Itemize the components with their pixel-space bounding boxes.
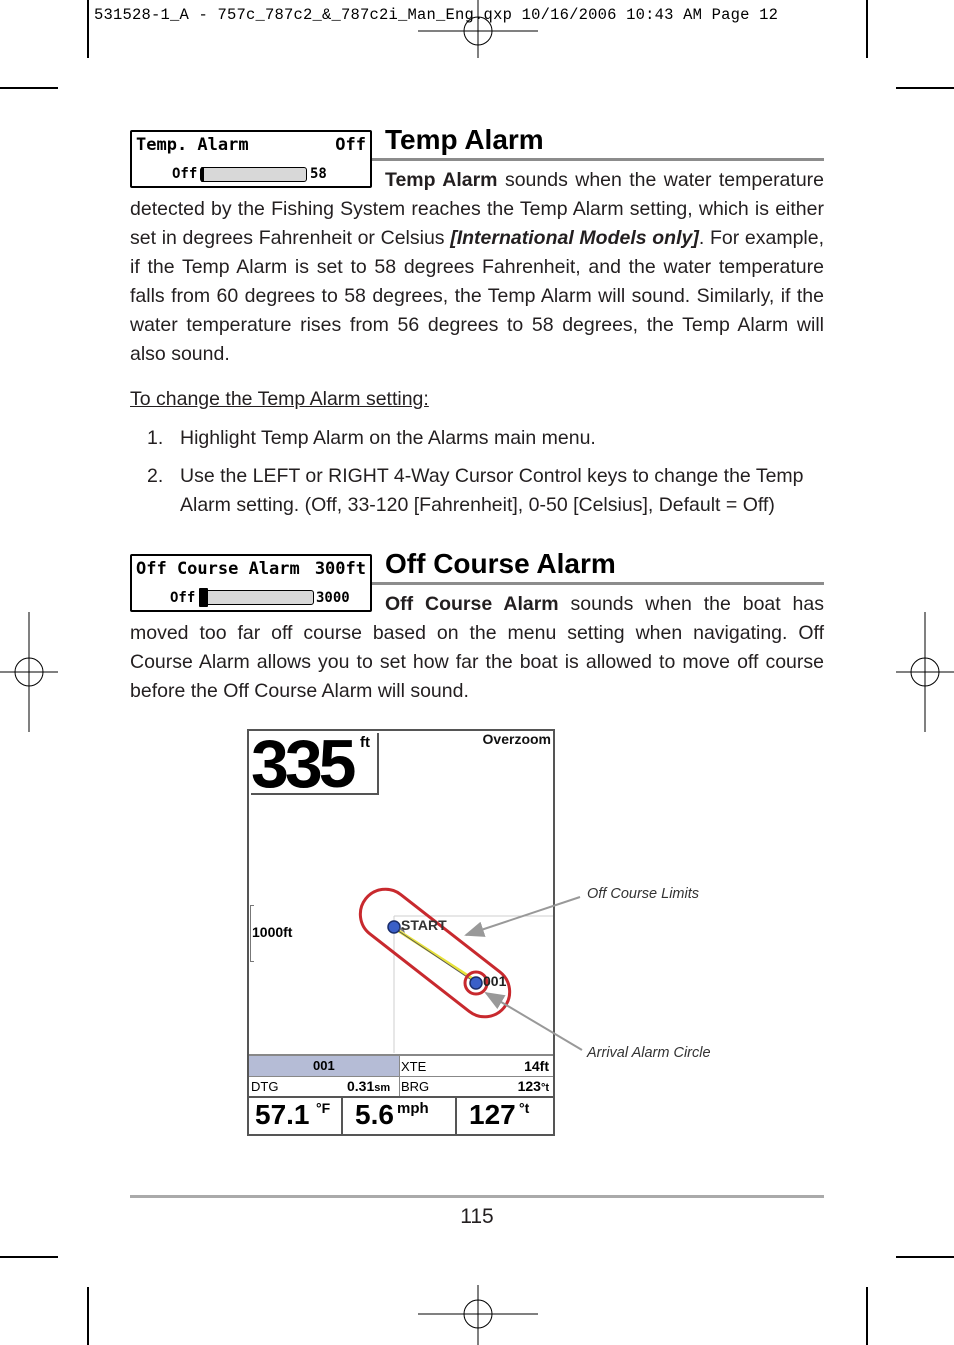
digit-value: 127	[469, 1099, 516, 1130]
menu-label: Temp. Alarm	[136, 135, 249, 155]
zoom-label: Overzoom	[482, 731, 551, 747]
lead-term: Off Course Alarm	[385, 593, 559, 615]
slider-max: 3000	[316, 590, 350, 606]
section-title-off-course-alarm: Off Course Alarm	[385, 548, 616, 579]
digit-value: 5.6	[355, 1099, 394, 1130]
start-label: START	[401, 917, 447, 933]
footer-rule	[130, 1195, 824, 1198]
step-number: 2.	[147, 465, 164, 487]
menu-value: 300ft	[314, 559, 366, 579]
scale-label: 1000ft	[252, 924, 293, 940]
info-waypoint-name: 001	[313, 1058, 335, 1073]
menu-label: Off Course Alarm	[136, 559, 300, 579]
brg-number: 123	[517, 1078, 541, 1094]
slider-min: Off	[170, 590, 196, 606]
digit-unit: °F	[316, 1100, 331, 1116]
digit-unit: mph	[397, 1100, 429, 1117]
paragraph-text: . For example, if the Temp Alarm is set to 58 degrees Fahrenheit, and the water temperature falls from 60 degrees to 58 degrees, the Temp Alarm will sound. Similarly, if the water temperature rises from 56 degrees to 58 degrees, the Temp Alarm will also sound.	[130, 227, 825, 365]
step-number: 1.	[147, 427, 164, 449]
digit-value: 57.1	[255, 1099, 310, 1130]
step-text: Highlight Temp Alarm on the Alarms main menu.	[180, 427, 596, 449]
menu-value: Off	[335, 135, 366, 155]
dtg-number: 0.31	[347, 1078, 375, 1094]
section-title-temp-alarm: Temp Alarm	[385, 124, 544, 155]
depth-value: 335	[251, 729, 353, 802]
brg-label: BRG	[401, 1079, 430, 1094]
xte-value: 14ft	[524, 1058, 549, 1074]
paragraph-text: sounds when the boat has moved too far off course based on the menu setting when navigating. Off Course Alarm allows you to set how far the boat is allowed to move off course before the Off Course Alarm will sound.	[130, 593, 824, 702]
digit-unit: °t	[519, 1100, 530, 1116]
callout-leader-off-course	[466, 897, 580, 935]
step-text: Use the LEFT or RIGHT 4-Way Cursor Control keys to change the Temp Alarm setting. (Off, 33-120 [Fahrenheit], 0-50 [Celsius], Default = Off)	[180, 465, 804, 516]
slider-min: Off	[172, 166, 198, 182]
procedure-heading: To change the Temp Alarm setting:	[130, 388, 429, 410]
callout-leader-arrival	[486, 993, 582, 1050]
print-header: 531528-1_A - 757c_787c2_&_787c2i_Man_Eng.qxp 10/16/2006 10:43 AM Page 12	[94, 6, 779, 24]
depth-unit: ft	[360, 734, 370, 751]
lead-term: Temp Alarm	[385, 169, 498, 191]
xte-label: XTE	[401, 1059, 427, 1074]
slider-max: 58	[310, 166, 327, 182]
page-number: 115	[460, 1205, 494, 1228]
brg-unit: °t	[540, 1082, 549, 1094]
waypoint-label: 001	[483, 973, 507, 989]
paragraph-text: sounds when the water temperature detected by the Fishing System reaches the Temp Alarm setting, which is either set in degrees Fahrenheit or Celsius	[130, 169, 825, 249]
paragraph-italic: [International Models only]	[450, 227, 699, 249]
dtg-label: DTG	[251, 1079, 279, 1094]
callout-off-course-limits: Off Course Limits	[587, 886, 699, 902]
callout-arrival-alarm-circle: Arrival Alarm Circle	[587, 1045, 711, 1061]
dtg-unit: sm	[374, 1082, 391, 1094]
